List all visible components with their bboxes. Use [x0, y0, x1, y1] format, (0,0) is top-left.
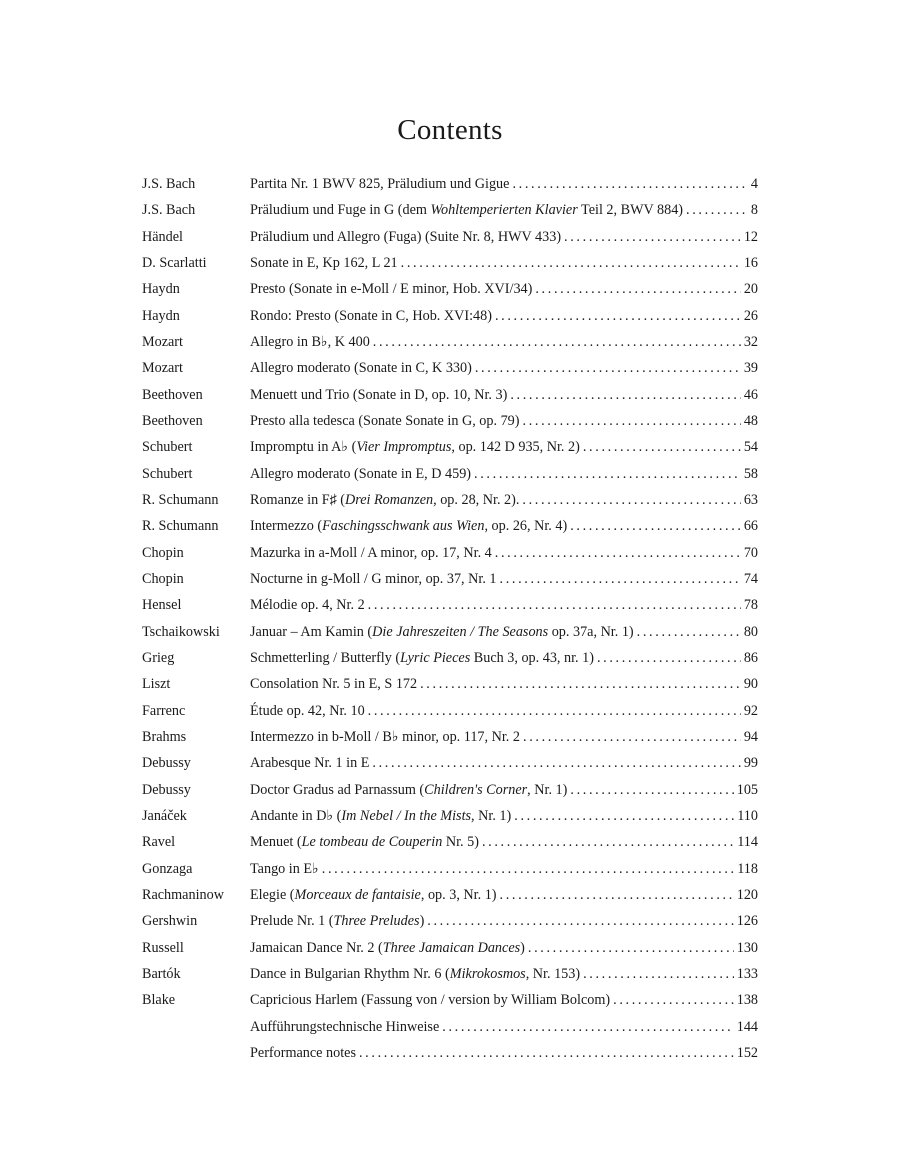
title-text: Intermezzo in b-Moll / B♭ minor, op. 117, Nr. 2 [250, 728, 520, 745]
page-number: 99 [743, 755, 758, 772]
title-text: Jamaican Dance Nr. 2 ( [250, 939, 383, 956]
toc-entry[interactable] [142, 411, 758, 437]
page-number: 58 [743, 465, 758, 482]
composer-name: Bartók [142, 965, 181, 982]
title-italic-text: Vier Impromptus [356, 439, 452, 456]
page-number: 74 [743, 570, 758, 587]
toc-entry[interactable] [142, 1043, 758, 1069]
composer-name: Hensel [142, 597, 182, 614]
piece-title [250, 674, 417, 700]
composer-name: R. Schumann [142, 491, 219, 508]
page-number: 133 [736, 965, 758, 982]
title-text: Arabesque Nr. 1 in E [250, 755, 370, 772]
title-text: Dance in Bulgarian Rhythm Nr. 6 ( [250, 965, 450, 982]
toc-entry[interactable] [142, 569, 758, 595]
composer-name: J.S. Bach [142, 202, 196, 219]
dot-leader [474, 464, 741, 490]
title-italic-text: Children's Corner [424, 781, 528, 798]
composer-name: Ravel [142, 834, 176, 851]
title-italic-text: Le tombeau de Couperin [301, 834, 443, 851]
toc-entry[interactable] [142, 674, 758, 700]
dot-leader [523, 411, 741, 437]
title-text: Sonate in E, Kp 162, L 21 [250, 254, 398, 271]
dot-leader [512, 174, 747, 200]
composer-name: Blake [142, 992, 176, 1009]
title-italic-text: Die Jahreszeiten / The Seasons [372, 623, 549, 640]
composer-name: Haydn [142, 281, 180, 298]
dot-leader [686, 200, 748, 226]
composer-name: Liszt [142, 676, 171, 693]
piece-title [250, 885, 497, 911]
dot-leader [510, 385, 740, 411]
title-text: Allegro in B♭, K 400 [250, 333, 370, 350]
piece-title [250, 990, 610, 1016]
toc-entry[interactable] [142, 595, 758, 621]
piece-title [250, 543, 492, 569]
toc-entry[interactable] [142, 727, 758, 753]
piece-title [250, 569, 497, 595]
title-text-after: , op. 26, Nr. 4) [484, 518, 568, 535]
dot-leader [500, 569, 741, 595]
toc-entry[interactable] [142, 911, 758, 937]
title-text: Mélodie op. 4, Nr. 2 [250, 597, 365, 614]
dot-leader [495, 306, 741, 332]
piece-title [250, 490, 519, 516]
piece-title [250, 622, 634, 648]
title-italic-text: Morceaux de fantaisie [294, 886, 421, 903]
toc-entry[interactable] [142, 332, 758, 358]
composer-name: Farrenc [142, 702, 186, 719]
toc-entry[interactable] [142, 832, 758, 858]
piece-title [250, 358, 472, 384]
toc-entry[interactable] [142, 437, 758, 463]
toc-entry[interactable] [142, 780, 758, 806]
dot-leader [597, 648, 741, 674]
dot-leader [570, 516, 741, 542]
title-italic-text: Lyric Pieces [400, 649, 471, 666]
page-number: 32 [743, 333, 758, 350]
title-text: Intermezzo ( [250, 518, 323, 535]
dot-leader [427, 911, 733, 937]
piece-title [250, 227, 561, 253]
page-number: 26 [743, 307, 758, 324]
title-text: Präludium und Fuge in G (dem [250, 202, 431, 219]
piece-title [250, 437, 580, 463]
dot-leader [373, 332, 741, 358]
page-number: 46 [743, 386, 758, 403]
composer-name: Chopin [142, 570, 184, 587]
piece-title [250, 1017, 439, 1043]
piece-title [250, 832, 479, 858]
title-text: Partita Nr. 1 BWV 825, Präludium und Gigue [250, 176, 510, 192]
dot-leader [475, 358, 741, 384]
composer-name: Tschaikowski [142, 623, 220, 640]
toc-entry[interactable] [142, 701, 758, 727]
composer-name: Schubert [142, 439, 193, 456]
piece-title [250, 411, 520, 437]
page-number: 66 [743, 518, 758, 535]
piece-title [250, 648, 594, 674]
composer-name: Russell [142, 939, 184, 956]
title-text: Prelude Nr. 1 ( [250, 913, 334, 930]
page-number: 138 [736, 992, 758, 1009]
piece-title [250, 701, 365, 727]
piece-title [250, 306, 492, 332]
composer-name [142, 1017, 250, 1043]
toc-entry[interactable] [142, 200, 758, 226]
toc-entry[interactable] [142, 253, 758, 279]
toc-entry[interactable] [142, 622, 758, 648]
title-text-after: ) [419, 913, 425, 930]
title-italic-text: Im Nebel / In the Mists [341, 807, 472, 824]
piece-title [250, 806, 511, 832]
title-text: Consolation Nr. 5 in E, S 172 [250, 676, 418, 693]
toc-entry[interactable] [142, 964, 758, 990]
page-number: 39 [743, 360, 758, 377]
composer-name: Gonzaga [142, 860, 193, 877]
dot-leader [500, 885, 734, 911]
composer-name: Haydn [142, 307, 180, 324]
toc-entry[interactable] [142, 938, 758, 964]
piece-title [250, 964, 580, 990]
composer-name: Beethoven [142, 386, 203, 403]
dot-leader [564, 227, 741, 253]
dot-leader [637, 622, 741, 648]
piece-title [250, 595, 365, 621]
page-number: 80 [743, 623, 758, 640]
page-number: 48 [743, 412, 758, 429]
composer-name: Schubert [142, 465, 193, 482]
toc-entry[interactable] [142, 990, 758, 1016]
piece-title [250, 279, 532, 305]
toc-entry[interactable] [142, 174, 758, 200]
toc-entry[interactable] [142, 806, 758, 832]
composer-name: Mozart [142, 333, 183, 350]
title-text-after: , op. 28, Nr. 2). [433, 491, 520, 508]
dot-leader [420, 674, 741, 700]
page-number: 8 [750, 202, 758, 219]
toc-entry[interactable] [142, 859, 758, 885]
composer-name: Händel [142, 228, 183, 245]
composer-name: Debussy [142, 755, 191, 772]
page-number: 144 [736, 1018, 758, 1035]
dot-leader [482, 832, 734, 858]
piece-title [250, 385, 507, 411]
page-number: 90 [743, 676, 758, 693]
title-text-after: ) [520, 939, 525, 956]
toc-entry[interactable] [142, 227, 758, 253]
title-text: Nocturne in g-Moll / G minor, op. 37, Nr. 1 [250, 570, 497, 587]
dot-leader [495, 543, 741, 569]
toc-entry[interactable] [142, 516, 758, 542]
page-number: 120 [736, 886, 758, 903]
dot-leader [372, 753, 740, 779]
toc-entry[interactable] [142, 490, 758, 516]
dot-leader [570, 780, 733, 806]
composer-name: Mozart [142, 360, 183, 377]
title-text-after: Buch 3, op. 43, nr. 1) [470, 649, 594, 666]
title-italic-text: Faschingsschwank aus Wien [322, 518, 485, 535]
title-text: Aufführungstechnische Hinweise [250, 1018, 440, 1035]
page-number: 105 [736, 781, 758, 798]
title-text: Presto alla tedesca (Sonate Sonate in G, op. 79) [250, 412, 520, 429]
title-italic-text: Drei Romanzen [344, 491, 434, 508]
title-text: Mazurka in a-Moll / A minor, op. 17, Nr. 4 [250, 544, 492, 561]
composer-name: Brahms [142, 728, 187, 745]
title-text: Januar – Am Kamin ( [250, 623, 373, 640]
title-text: Menuett und Trio (Sonate in D, op. 10, Nr. 3) [250, 386, 508, 403]
dot-leader [528, 938, 734, 964]
page-title: Contents [397, 114, 503, 146]
toc-entry[interactable] [142, 464, 758, 490]
piece-title [250, 200, 683, 226]
composer-name: Grieg [142, 649, 175, 666]
toc-entry[interactable] [142, 306, 758, 332]
dot-leader [368, 701, 741, 727]
composer-name: R. Schumann [142, 518, 219, 535]
composer-name: J.S. Bach [142, 176, 196, 192]
title-text-after: , Nr. 1) [471, 807, 512, 824]
toc-entry[interactable] [142, 279, 758, 305]
composer-name: Debussy [142, 781, 191, 798]
piece-title [250, 859, 319, 885]
title-italic-text: Mikrokosmos [449, 965, 526, 982]
toc-entry[interactable] [142, 1017, 758, 1043]
toc-entry[interactable] [142, 358, 758, 384]
composer-name: Beethoven [142, 412, 203, 429]
title-text-after: , op. 3, Nr. 1) [420, 886, 497, 903]
piece-title [250, 753, 369, 779]
piece-title [250, 911, 424, 937]
composer-name: Chopin [142, 544, 184, 561]
page-number: 78 [743, 597, 758, 614]
title-text: Rondo: Presto (Sonate in C, Hob. XVI:48) [250, 307, 492, 324]
piece-title [250, 780, 567, 806]
piece-title [250, 253, 398, 279]
piece-title [250, 464, 471, 490]
title-text: Tango in E♭ [250, 860, 319, 877]
title-text: Präludium und Allegro (Fuga) (Suite Nr. 8, HWV 433) [250, 228, 562, 245]
dot-leader [359, 1043, 734, 1069]
piece-title [250, 938, 525, 964]
page-number: 118 [737, 860, 758, 877]
title-text-after: Nr. 5) [442, 834, 479, 851]
composer-name: Janáček [142, 807, 187, 824]
title-italic-text: Three Jamaican Dances [382, 939, 521, 956]
title-text: Menuet ( [250, 834, 302, 851]
dot-leader [514, 806, 734, 832]
title-text-after: Teil 2, BWV 884) [577, 202, 684, 219]
page-number: 86 [743, 649, 758, 666]
page-number: 54 [743, 439, 758, 456]
title-text: Capricious Harlem (Fassung von / version by William Bolcom) [250, 992, 611, 1009]
title-italic-text: Three Preludes [333, 913, 420, 930]
toc-entry[interactable] [142, 885, 758, 911]
dot-leader [442, 1017, 733, 1043]
dot-leader [522, 490, 740, 516]
title-text: Allegro moderato (Sonate in C, K 330) [250, 360, 472, 377]
piece-title [250, 1043, 356, 1069]
piece-title [250, 332, 370, 358]
title-text: Schmetterling / Butterfly ( [250, 649, 401, 666]
page-number: 12 [743, 228, 758, 245]
composer-name [142, 1043, 250, 1069]
dot-leader [523, 727, 741, 753]
dot-leader [583, 964, 734, 990]
page-number: 152 [736, 1044, 758, 1061]
composer-name: D. Scarlatti [142, 254, 207, 271]
toc-entry[interactable] [142, 385, 758, 411]
title-text-after: , Nr. 1) [527, 781, 568, 798]
toc-entry[interactable] [142, 543, 758, 569]
page-number: 70 [743, 544, 758, 561]
title-text: Étude op. 42, Nr. 10 [250, 702, 365, 719]
composer-name: Rachmaninow [142, 886, 224, 903]
title-text-after: , Nr. 153) [525, 965, 581, 982]
dot-leader [613, 990, 734, 1016]
page-number: 92 [743, 702, 758, 719]
piece-title [250, 516, 567, 542]
page-number: 126 [736, 913, 758, 930]
title-text: Presto (Sonate in e-Moll / E minor, Hob. XVI/34) [250, 281, 533, 298]
title-text: Impromptu in A♭ ( [250, 439, 357, 456]
title-text-after: , op. 142 D 935, Nr. 2) [451, 439, 580, 456]
composer-name: Gershwin [142, 913, 198, 930]
piece-title [250, 727, 520, 753]
page-number: 110 [737, 807, 758, 824]
title-text: Andante in D♭ ( [250, 807, 342, 824]
dot-leader [322, 859, 734, 885]
title-text: Allegro moderato (Sonate in E, D 459) [250, 465, 472, 482]
dot-leader [535, 279, 740, 305]
table-of-contents [142, 174, 758, 1069]
page-number: 16 [743, 254, 758, 271]
title-text: Elegie ( [250, 886, 295, 903]
title-text: Romanze in F♯ ( [250, 491, 345, 508]
title-italic-text: Wohltemperierten Klavier [430, 202, 578, 219]
page-number: 94 [743, 728, 758, 745]
page-number: 130 [736, 939, 758, 956]
page-number: 20 [743, 281, 758, 298]
dot-leader [401, 253, 741, 279]
title-text: Doctor Gradus ad Parnassum ( [250, 781, 425, 798]
title-text: Performance notes [250, 1044, 356, 1061]
page-number: 4 [750, 176, 758, 192]
dot-leader [368, 595, 741, 621]
dot-leader [583, 437, 741, 463]
toc-entry[interactable] [142, 648, 758, 674]
title-text-after: op. 37a, Nr. 1) [548, 623, 634, 640]
piece-title [250, 174, 509, 200]
page-number: 63 [743, 491, 758, 508]
page-number: 114 [737, 834, 758, 851]
toc-entry[interactable] [142, 753, 758, 779]
